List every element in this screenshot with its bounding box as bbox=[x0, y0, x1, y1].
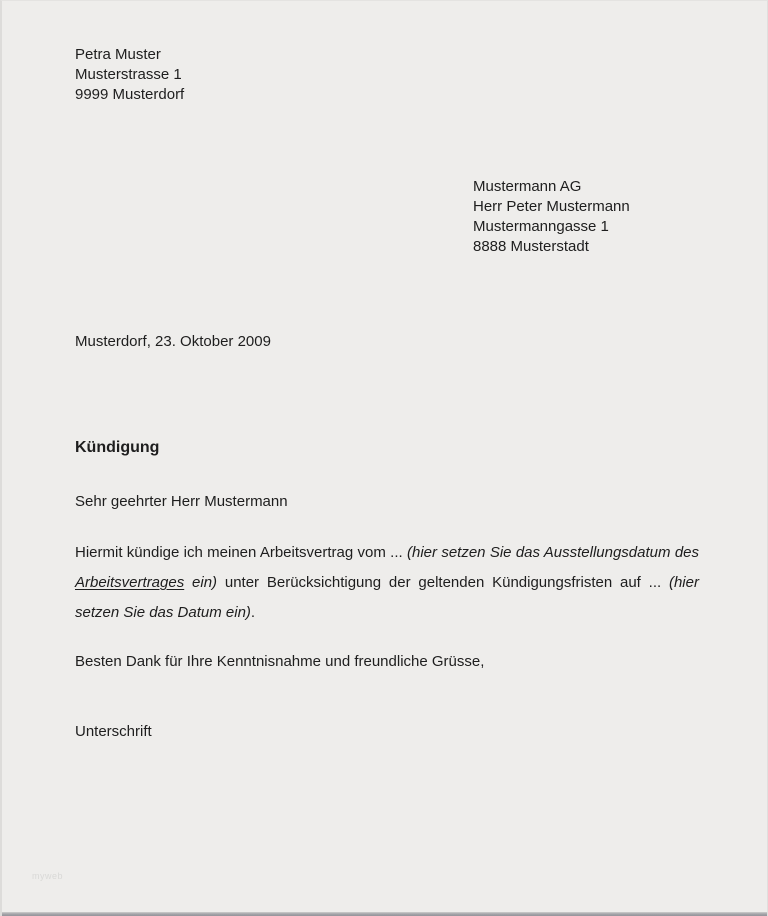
body-text-segment: (hier setzen Sie das Datum ein) bbox=[75, 574, 699, 621]
body-text-segment: (hier setzen Sie das Ausstellungsdatum des bbox=[407, 544, 699, 561]
sender-street: Musterstrasse 1 bbox=[75, 66, 182, 83]
recipient-name: Herr Peter Mustermann bbox=[473, 198, 630, 215]
recipient-city: 8888 Musterstadt bbox=[473, 238, 589, 255]
subject-line: Kündigung bbox=[75, 439, 160, 456]
sender-city: 9999 Musterdorf bbox=[75, 86, 185, 103]
sender-name: Petra Muster bbox=[75, 46, 161, 63]
recipient-address-block bbox=[473, 177, 630, 257]
sender-address-block bbox=[75, 45, 184, 105]
salutation: Sehr geehrter Herr Mustermann bbox=[75, 493, 288, 510]
body-text-segment: . bbox=[250, 604, 256, 621]
watermark: myweb bbox=[32, 871, 64, 881]
closing-line: Besten Dank für Ihre Kenntnisnahme und freundliche Grüsse, bbox=[75, 653, 485, 670]
recipient-company: Mustermann AG bbox=[473, 178, 582, 195]
page-bottom-edge bbox=[2, 912, 767, 916]
date-line: Musterdorf, 23. Oktober 2009 bbox=[75, 333, 271, 350]
body-text-segment: Arbeitsvertrages bbox=[75, 574, 185, 591]
signature-label: Unterschrift bbox=[75, 723, 152, 740]
body-paragraph bbox=[75, 538, 699, 628]
body-text-segment: ein) bbox=[184, 574, 218, 591]
recipient-street: Mustermanngasse 1 bbox=[473, 218, 609, 235]
body-text-segment: Hiermit kündige ich meinen Arbeitsvertrag vom ... bbox=[75, 544, 407, 561]
body-text-segment: unter Berücksichtigung der geltenden Kündigungsfristen auf ... bbox=[217, 574, 669, 591]
